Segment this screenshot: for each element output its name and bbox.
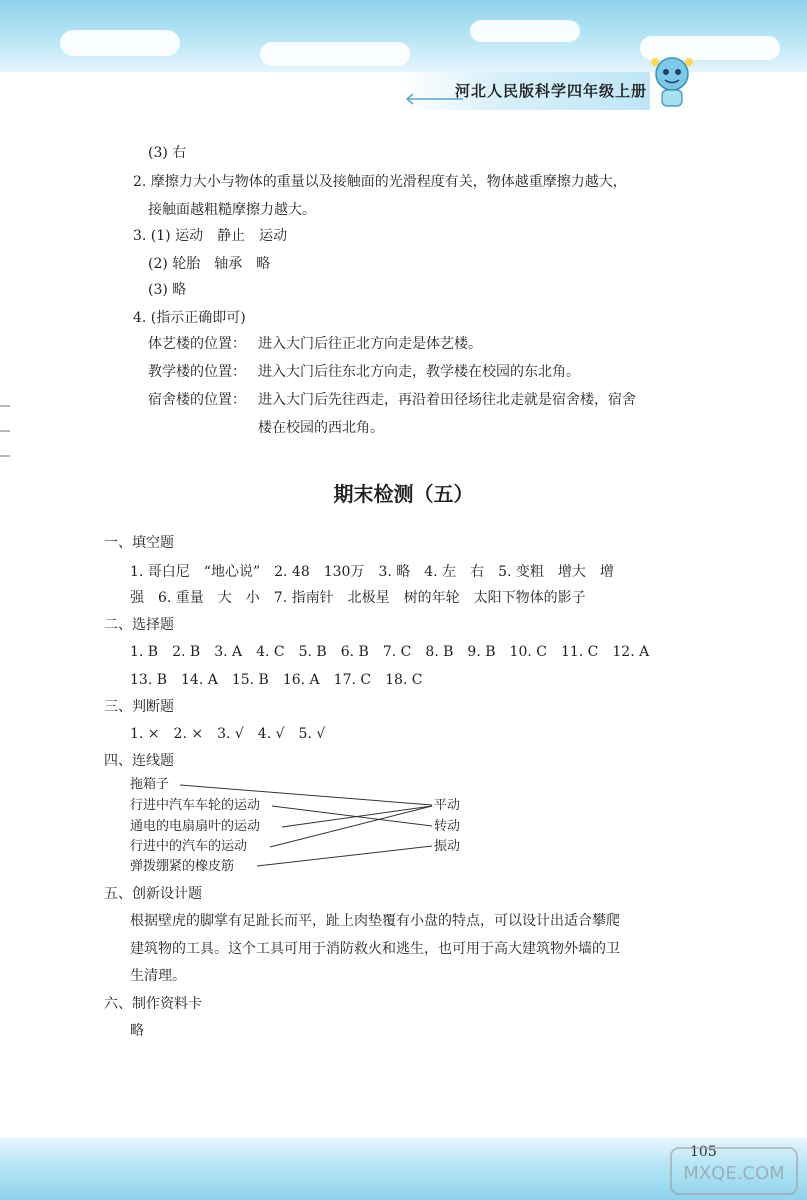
match-connector <box>270 806 432 847</box>
cloud-decoration <box>260 42 410 66</box>
answer-line: 4. (指示正确即可) <box>133 310 246 326</box>
match-left-item: 行进中的汽车的运动 <box>130 839 248 854</box>
watermark-logo <box>669 1146 799 1196</box>
location-label: 宿舍楼的位置： <box>148 392 246 408</box>
answer-line: 1. B 2. B 3. A 4. C 5. B 6. B 7. C 8. B 9. B 10. C 11. C 12. A <box>130 644 650 660</box>
location-text: 楼在校园的西北角。 <box>258 420 384 436</box>
section-heading: 二、选择题 <box>104 617 174 633</box>
location-text: 进入大门后往东北方向走，教学楼在校园的东北角。 <box>258 364 580 380</box>
answer-line: 1. × 2. × 3. √ 4. √ 5. √ <box>130 726 326 742</box>
match-left-item: 行进中汽车车轮的运动 <box>130 798 261 813</box>
answer-line: 1. 哥白尼 “地心说” 2. 48 130万 3. 略 4. 左 右 5. 变粗 增大 增 <box>130 564 614 580</box>
margin-mark <box>0 430 10 432</box>
answer-line: (2) 轮胎 轴承 略 <box>148 256 271 272</box>
answer-line: 建筑物的工具。这个工具可用于消防救火和逃生，也可用于高大建筑物外墙的卫 <box>130 941 620 957</box>
answer-line: 3. (1) 运动 静止 运动 <box>133 228 288 244</box>
location-label: 教学楼的位置： <box>148 364 246 380</box>
answer-line: 13. B 14. A 15. B 16. A 17. C 18. C <box>130 672 423 688</box>
match-right-item: 振动 <box>434 839 461 854</box>
answer-line: 强 6. 重量 大 小 7. 指南针 北极星 树的年轮 太阳下物体的影子 <box>130 590 586 606</box>
match-connector <box>180 785 432 805</box>
match-connector <box>257 846 432 866</box>
header-title: 河北人民版科学四年级上册 <box>454 82 647 100</box>
answer-line: (3) 略 <box>148 282 187 298</box>
margin-mark <box>0 455 10 457</box>
cloud-decoration <box>470 20 580 42</box>
svg-text:MXQE.COM: MXQE.COM <box>683 1163 785 1184</box>
location-text: 进入大门后往正北方向走是体艺楼。 <box>258 336 482 352</box>
match-left-item: 拖箱子 <box>130 777 170 792</box>
answer-line: (3) 右 <box>148 145 187 161</box>
section-heading: 五、创新设计题 <box>104 886 202 902</box>
answer-line: 接触面越粗糙摩擦力越大。 <box>148 202 316 218</box>
exam-title: 期末检测（五） <box>333 482 474 506</box>
match-right-item: 平动 <box>434 798 461 813</box>
location-text: 进入大门后先往西走，再沿着田径场往北走就是宿舍楼，宿舍 <box>258 392 636 408</box>
page-number: 105 <box>690 1144 717 1160</box>
margin-mark <box>0 405 10 407</box>
section-heading: 四、连线题 <box>104 753 174 769</box>
location-label: 体艺楼的位置： <box>148 336 246 352</box>
section-heading: 一、填空题 <box>104 535 174 551</box>
section-heading: 六、制作资料卡 <box>104 996 202 1012</box>
match-right-item: 转动 <box>434 819 461 834</box>
header-arrow-decoration <box>405 92 465 106</box>
answer-line: 2. 摩擦力大小与物体的重量以及接触面的光滑程度有关，物体越重摩擦力越大， <box>133 174 627 190</box>
answer-line: 略 <box>130 1023 144 1039</box>
cloud-decoration <box>60 30 180 56</box>
match-left-item: 弹拨绷紧的橡皮筋 <box>130 859 235 874</box>
mascot-icon <box>647 52 697 114</box>
answer-line: 生清理。 <box>130 968 186 984</box>
match-lines <box>0 770 807 880</box>
match-left-item: 通电的电扇扇叶的运动 <box>130 819 261 834</box>
answer-line: 根据壁虎的脚掌有足趾长而平，趾上肉垫覆有小盘的特点，可以设计出适合攀爬 <box>130 913 620 929</box>
section-heading: 三、判断题 <box>104 699 174 715</box>
match-connector <box>282 806 432 827</box>
